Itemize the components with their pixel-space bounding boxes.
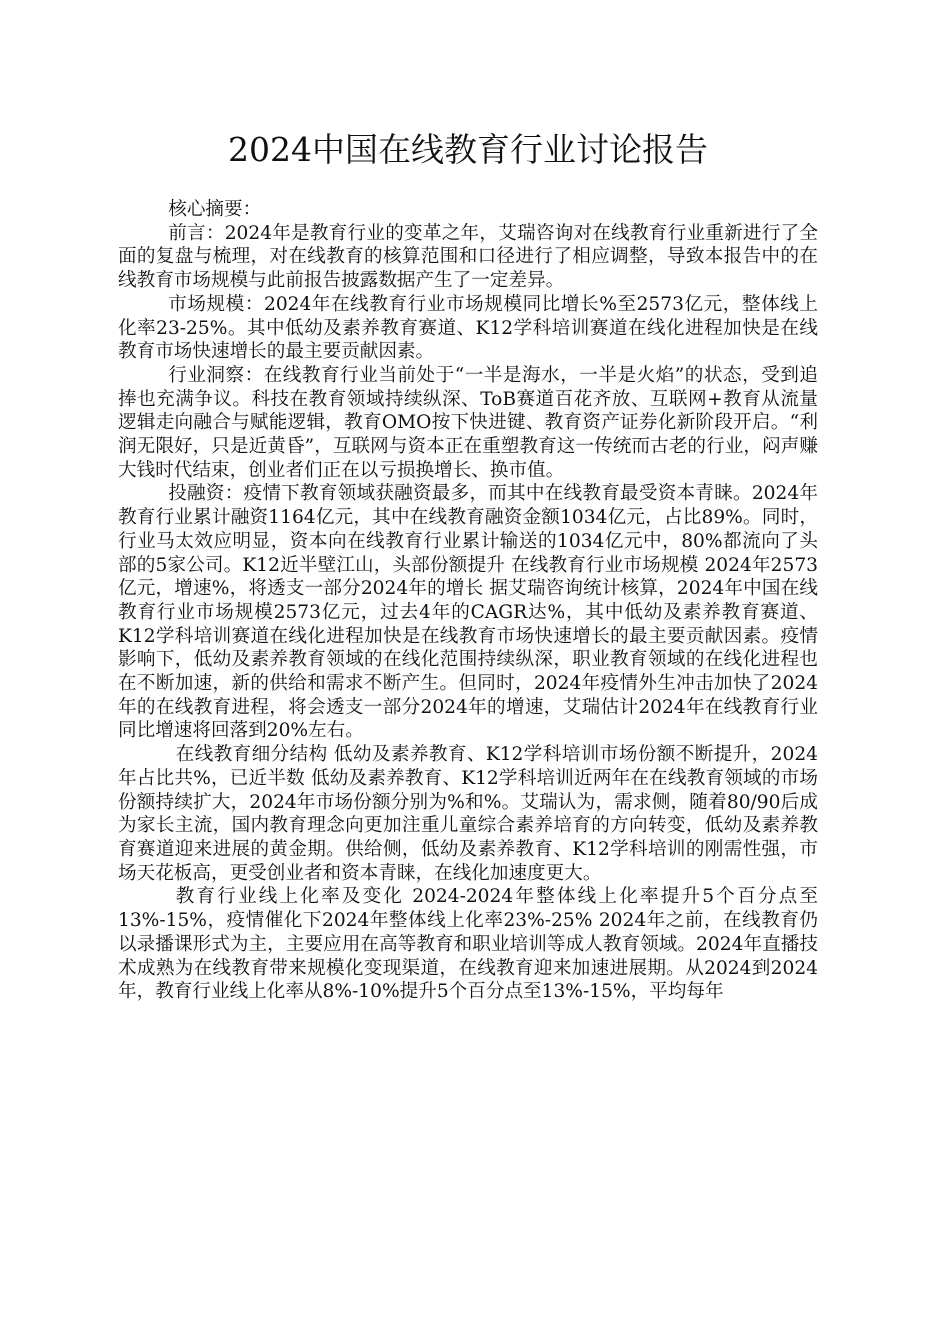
paragraph-industry-insight: 行业洞察：在线教育行业当前处于“一半是海水，一半是火焰”的状态，受到追捧也充满争议。科技在教育领域持续纵深、ToB赛道百花齐放、互联网+教育从流量逻辑走向融合与赋能逻辑，教育OMO按下快进键、教育资产证券化新阶段开启。“利润无限好，只是近黄昏”，互联网与资本正在重塑教育这一传统而古老的行业，闷声赚大钱时代结束，创业者们正在以亏损换增长、换市值。: [118, 364, 818, 481]
document-page: [118, 0, 818, 1344]
paragraph-online-rate: 教育行业线上化率及变化 2024-2024年整体线上化率提升5个百分点至13%-15%，疫情催化下2024年整体线上化率23%-25% 2024年之前，在线教育仍以录播课形式为主，主要应用在高等教育和职业培训等成人教育领域。2024年直播技术成熟为在线教育带来规模化变现渠道，在线教育迎来加速进展期。从2024到2024年，教育行业线上化率从8%-10%提升5个百分点至13%-15%，平均每年: [118, 886, 818, 1003]
paragraph-segment-structure: 在线教育细分结构 低幼及素养教育、K12学科培训市场份额不断提升，2024年占比共%，已近半数 低幼及素养教育、K12学科培训近两年在在线教育领域的市场份额持续扩大，2024年市场份额分别为%和%。艾瑞认为，需求侧，随着80/90后成为家长主流，国内教育理念向更加注重儿童综合素养培育的方向转变，低幼及素养教育赛道迎来进展的黄金期。供给侧，低幼及素养教育、K12学科培训的刚需性强，市场天花板高，更受创业者和资本青睐，在线化加速度更大。: [118, 744, 818, 884]
document-title: 2024中国在线教育行业讨论报告: [228, 130, 708, 169]
paragraph-market-size: 市场规模：2024年在线教育行业市场规模同比增长%至2573亿元，整体线上化率23-25%。其中低幼及素养教育赛道、K12学科培训赛道在线化进程加快是在线教育市场快速增长的最主要贡献因素。: [118, 293, 818, 363]
summary-heading: 核心摘要：: [168, 199, 262, 220]
document-body: [118, 198, 818, 1004]
paragraph-investment: 投融资：疫情下教育领域获融资最多，而其中在线教育最受资本青睐。2024年教育行业累计融资1164亿元，其中在线教育融资金额1034亿元，占比89%。同时，行业马太效应明显，资本向在线教育行业累计输送的1034亿元中，80%都流向了头部的5家公司。K12近半壁江山，头部份额提升 在线教育行业市场规模 2024年2573亿元，增速%，将透支一部分2024年的增长 据艾瑞咨询统计核算，2024年中国在线教育行业市场规模2573亿元，过去4年的CAGR达%，其中低幼及素养教育赛道、K12学科培训赛道在线化进程加快是在线教育市场快速增长的最主要贡献因素。疫情影响下，低幼及素养教育领域的在线化范围持续纵深，职业教育领域的在线化进程也在不断加速，新的供给和需求不断产生。但同时，2024年疫情外生冲击加快了2024年的在线教育进程，将会透支一部分2024年的增速，艾瑞估计2024年在线教育行业同比增速将回落到20%左右。: [118, 483, 818, 742]
paragraph-preface: 前言：2024年是教育行业的变革之年，艾瑞咨询对在线教育行业重新进行了全面的复盘与梳理，对在线教育的核算范围和口径进行了相应调整，导致本报告中的在线教育市场规模与此前报告披露数据产生了一定差异。: [118, 222, 818, 292]
